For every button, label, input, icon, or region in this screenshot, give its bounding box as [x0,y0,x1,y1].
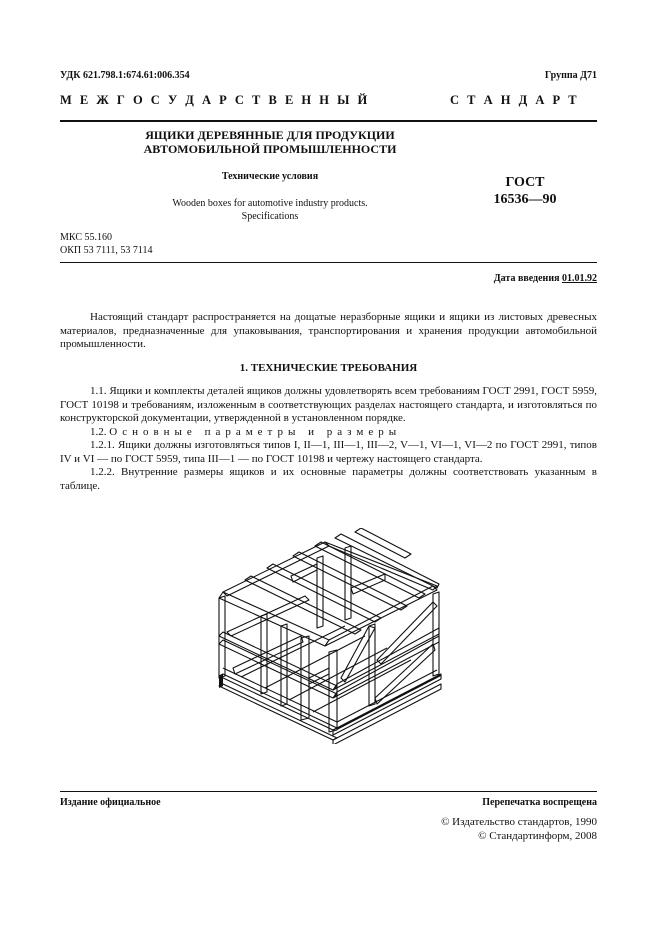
classification-codes [60,231,153,257]
gost-number: 16536—90 [493,192,557,207]
codes-rule [60,262,597,263]
intro-paragraph [60,311,597,352]
clause-1-2-number: 1.2. [90,425,107,438]
subtitle: Технические условия [221,171,319,182]
clause-1-1: 1.1. Ящики и комплекты деталей ящиков должны удовлетворять всем требованиям ГОСТ 2991, ГОСТ 5959, ГОСТ 10198 и требованиям, изложенным в соответствующих разделах настоящего стандарта, и изготовляться по конструкторской документации, утвержденной в установленном порядке. [60,385,597,424]
clause-1-2-2: 1.2.2. Внутренние размеры ящиков и их основные параметры должны соответствовать указанным в таблице. [60,466,597,492]
introduction-date-value: 01.01.92 [562,273,597,284]
gost-designation [470,174,580,208]
wooden-crate-drawing [205,528,445,744]
reprint-prohibited: Перепечатка воспрещена [482,797,597,808]
english-title-line-2: Specifications [241,211,299,222]
introduction-date-label: Дата введения [493,273,560,284]
okp-code: ОКП 53 7111, 53 7114 [60,245,153,256]
section-1-body [60,385,597,493]
clause-1-2-1: 1.2.1. Ящики должны изготовляться типов I, II—1, III—1, III—2, V—1, VI—1, VI—2 по ГОСТ 2991, типов IV и VI — по ГОСТ 5959, типа III—1 — по ГОСТ 10198 и чертежу настоящего стандарта. [60,439,597,465]
english-title-line-1: Wooden boxes for automotive industry products. [172,198,368,209]
clause-1-2 [60,426,597,440]
udk-code: УДК 621.798.1:674.61:006.354 [60,70,190,81]
title-line-1: ЯЩИКИ ДЕРЕВЯННЫЕ ДЛЯ ПРОДУКЦИИ [145,128,395,142]
header-rule [60,120,597,122]
official-edition: Издание официальное [60,797,161,808]
title-block [60,128,480,156]
title-line-2: АВТОМОБИЛЬНОЙ ПРОМЫШЛЕННОСТИ [143,142,397,156]
introduction-date [360,273,597,284]
clause-1-2-title: Основные параметры и размеры [109,425,402,438]
banner-standard: С Т А Н Д А Р Т [450,93,579,107]
gost-label: ГОСТ [505,175,545,190]
section-1-title: 1. ТЕХНИЧЕСКИЕ ТРЕБОВАНИЯ [239,362,418,374]
banner-interstate: М Е Ж Г О С У Д А Р С Т В Е Н Н Ы Й [60,93,369,107]
copyright-1990: © Издательство стандартов, 1990 [441,816,597,828]
intro-text: Настоящий стандарт распространяется на дощатые неразборные ящики и ящики из листовых древесных материалов, предназначенные для упаковывания, транспортирования и хранения продукции автомобильной промышленности. [60,311,597,350]
mks-code: МКС 55.160 [60,232,112,243]
copyright-2008: © Стандартинформ, 2008 [478,830,597,842]
english-title [60,197,480,223]
copyright-block [300,815,597,843]
footer-rule [60,791,597,792]
group-code: Группа Д71 [544,70,597,81]
